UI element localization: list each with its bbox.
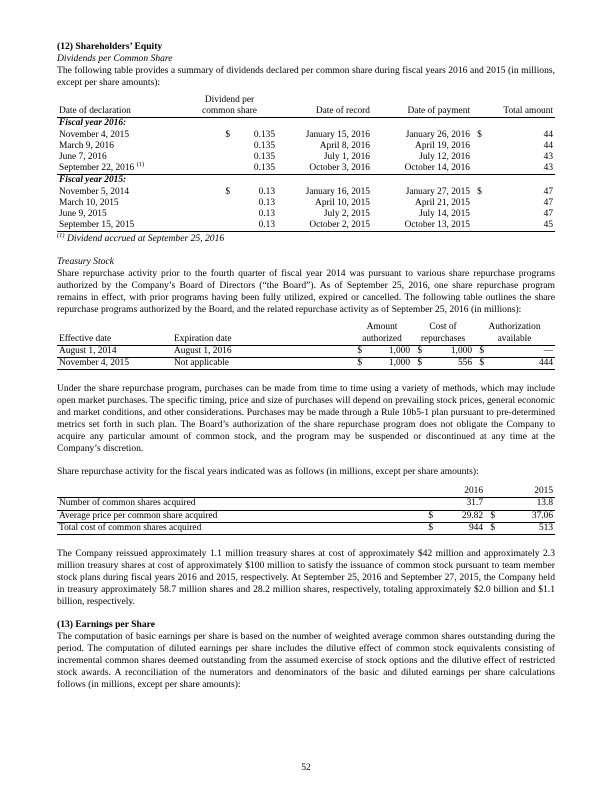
header-authorization-2: available [474, 334, 555, 346]
activity-label: Average price per common share acquired [57, 510, 423, 522]
payment-date: July 14, 2015 [419, 209, 470, 220]
record-date: July 1, 2016 [323, 152, 370, 163]
total-amount: 44 [543, 140, 553, 151]
table-row [57, 198, 555, 209]
treasury-intro: Share repurchase activity prior to the fourth quarter of fiscal year 2014 was pursuant to various share repurchase programs authorized by the Company’s Board of Directors (“the Board”). As of September 25, 2016, one share repurchase program remains in effect, with prior programs having been fully utilized, expired or cancelled. The following table outlines the share repurchase programs authorized by the Board, and the related repurchase activity as of September 25, 2016 (in millions): [57, 268, 555, 316]
table-row [57, 163, 555, 175]
currency-symbol: $ [412, 358, 424, 370]
currency-symbol: $ [225, 186, 230, 197]
currency-symbol [472, 152, 487, 163]
dividend-amount: 0.13 [258, 197, 275, 208]
currency-symbol [182, 152, 232, 163]
table-row [57, 187, 555, 198]
document-page [57, 41, 555, 691]
header-date-of-payment: Date of payment [372, 106, 472, 118]
payment-date: January 27, 2015 [405, 186, 470, 197]
declaration-date [57, 141, 182, 152]
record-date: January 16, 2015 [305, 186, 370, 197]
expiration-date: August 1, 2016 [172, 345, 352, 357]
currency-symbol [182, 209, 232, 220]
section-heading-equity: (12) Shareholders’ Equity [57, 41, 163, 52]
declaration-date [57, 209, 182, 220]
treasury-para-4: The Company reissued approximately 1.1 million treasury shares at cost of approximately $42 million and approximately 2.3 million treasury shares at cost of approximately $100 million to satisfy the issuance of common stock pursuant to team member stock plans during fiscal years 2016 and 2015, respectively. At September 25, 2016 and September 27, 2015, the Company held in treasury approximately 58.7 million shares and 28.2 million shares, respectively, totaling approximately $2.0 billion and $1.1 billion, respectively. [57, 548, 555, 608]
treasury-para-2: Under the share repurchase program, purchases can be made from time to time using a variety of methods, which may include open market purchases. The specific timing, price and size of purchases will depend on prevailing stock prices, general economic and market conditions, and other considerations. Purchases may be made through a Rule 10b5-1 plan pursuant to pre-determined metrics set forth in such plan. The Board’s authorization of the share repurchase program does not obligate the Company to acquire any particular amount of common stock, and the program may be suspended or discontinued at any time at the Company’s discretion. [57, 383, 555, 455]
dividend-amount: 0.135 [253, 163, 275, 174]
table-row [57, 220, 555, 232]
header-expiration-date: Expiration date [172, 334, 352, 346]
declaration-date-text: June 9, 2015 [59, 209, 107, 220]
total-amount: 47 [543, 209, 553, 220]
currency-symbol: $ [225, 129, 230, 140]
record-date: January 15, 2016 [305, 129, 370, 140]
value-2015: 37.06 [497, 510, 555, 522]
table-row [57, 209, 555, 220]
header-dividend-1: Dividend per [204, 95, 255, 105]
currency-symbol [472, 141, 487, 152]
declaration-date-text: June 7, 2016 [59, 152, 107, 163]
expiration-date: Not applicable [172, 358, 352, 370]
eps-paragraph: The computation of basic earnings per share is based on the number of weighted average common shares outstanding during the period. The computation of diluted earnings per share includes the dilutive effect of common stock equivalents consisting of incremental common shares deemed outstanding from the assumed exercise of stock options and the dilutive effect of restricted stock awards. A reconciliation of the numerators and denominators of the basic and diluted earnings per share calculations follows (in millions, except per share amounts): [57, 631, 555, 691]
header-dividend-2: common share [182, 106, 277, 118]
dividends-intro: The following table provides a summary of dividends declared per common share during fiscal years 2016 and 2015 (in millions, except per share amounts): [57, 65, 555, 88]
declaration-date-text: September 22, 2016 [59, 163, 135, 174]
payment-date: October 13, 2015 [372, 220, 472, 232]
repurchase-programs-table [57, 322, 555, 370]
declaration-date [57, 163, 182, 175]
header-date-of-record: Date of record [277, 106, 372, 118]
header-year-2016: 2016 [423, 486, 485, 498]
declaration-date-text: November 4, 2015 [59, 129, 130, 140]
record-date: October 2, 2015 [277, 220, 372, 232]
amount-authorized: 1,000 [364, 345, 412, 357]
dividend-amount: 0.13 [258, 186, 275, 197]
total-amount: 43 [543, 163, 553, 174]
total-amount: 47 [543, 197, 553, 208]
activity-label: Number of common shares acquired [57, 498, 423, 510]
table-row [57, 510, 555, 522]
declaration-date-text: September 15, 2015 [59, 220, 135, 231]
declaration-date [57, 220, 182, 232]
payment-date: April 21, 2015 [415, 197, 470, 208]
value-2016: 31.7 [435, 498, 485, 510]
value-2015: 513 [497, 522, 555, 534]
currency-symbol: $ [352, 358, 364, 370]
record-date: October 3, 2016 [309, 163, 370, 174]
fiscal-year-2015-label: Fiscal year 2015: [57, 175, 555, 187]
dividend-amount: 0.135 [253, 129, 275, 140]
record-date: April 8, 2016 [319, 140, 370, 151]
dividends-table [57, 95, 555, 232]
cost-of-repurchases: 1,000 [424, 345, 474, 357]
currency-symbol [182, 141, 232, 152]
currency-symbol: $ [423, 510, 435, 522]
currency-symbol: $ [474, 345, 486, 357]
repurchase-activity-table [57, 486, 555, 535]
currency-symbol [472, 220, 487, 232]
currency-symbol: $ [485, 510, 497, 522]
payment-date: July 12, 2016 [419, 152, 470, 163]
header-amount-1: Amount [366, 322, 398, 333]
value-2016: 944 [435, 522, 485, 534]
table-row [57, 498, 555, 510]
treasury-para-3: Share repurchase activity for the fiscal years indicated was as follows (in millions, except per share amounts): [57, 466, 479, 478]
declaration-date-text: November 5, 2014 [59, 186, 130, 197]
table-row [57, 141, 555, 152]
dividend-amount: 0.13 [232, 220, 277, 232]
currency-symbol [182, 220, 232, 232]
declaration-date [57, 198, 182, 209]
currency-symbol: $ [485, 522, 497, 534]
dividend-footnote: $^{(1)}$ Dividend accrued at September 25, 2016 [57, 232, 225, 245]
currency-symbol: $ [474, 358, 486, 370]
authorization-available: — [486, 345, 555, 357]
table-row [57, 130, 555, 141]
currency-symbol: $ [477, 186, 482, 197]
header-effective-date: Effective date [57, 334, 172, 346]
declaration-date [57, 152, 182, 163]
header-cost-1: Cost of [429, 322, 457, 333]
header-authorization-1: Authorization [488, 322, 541, 333]
section-heading-eps: (13) Earnings per Share [57, 619, 155, 631]
dividend-amount: 0.13 [258, 209, 275, 220]
header-amount-2: authorized [352, 334, 412, 346]
payment-date: October 14, 2016 [404, 163, 470, 174]
value-2016: 29.82 [435, 510, 485, 522]
currency-symbol [472, 209, 487, 220]
footnote-ref: (1) [136, 161, 145, 169]
header-date-of-declaration: Date of declaration [57, 106, 182, 118]
record-date: July 2, 2015 [323, 209, 370, 220]
total-amount: 44 [543, 129, 553, 140]
payment-date: January 26, 2016 [405, 129, 470, 140]
subheading-dividends: Dividends per Common Share [57, 53, 173, 64]
header-total-amount: Total amount [472, 106, 555, 118]
header-cost-2: repurchases [412, 334, 474, 346]
payment-date: April 19, 2016 [415, 140, 470, 151]
currency-symbol [472, 198, 487, 209]
authorization-available: 444 [486, 358, 555, 370]
table-row [57, 522, 555, 534]
declaration-date [57, 187, 182, 198]
declaration-date-text: March 10, 2015 [59, 197, 119, 208]
value-2015: 13.8 [497, 498, 555, 510]
currency-symbol [472, 163, 487, 175]
page-number: 52 [301, 762, 311, 773]
declaration-date-text: March 9, 2016 [59, 140, 114, 151]
currency-symbol [182, 198, 232, 209]
currency-symbol [423, 498, 435, 510]
total-amount: 43 [543, 152, 553, 163]
effective-date: November 4, 2015 [57, 358, 172, 370]
fiscal-year-2016-label: Fiscal year 2016: [59, 118, 127, 129]
declaration-date [57, 130, 182, 141]
currency-symbol [182, 163, 232, 175]
table-row [57, 152, 555, 163]
currency-symbol: $ [412, 345, 424, 357]
total-amount: 45 [487, 220, 555, 232]
currency-symbol [485, 498, 497, 510]
cost-of-repurchases: 556 [424, 358, 474, 370]
dividend-amount: 0.135 [253, 152, 275, 163]
currency-symbol: $ [477, 129, 482, 140]
dividend-amount: 0.135 [253, 140, 275, 151]
table-row [57, 358, 555, 370]
amount-authorized: 1,000 [364, 358, 412, 370]
currency-symbol: $ [423, 522, 435, 534]
effective-date: August 1, 2014 [57, 345, 172, 357]
record-date: April 10, 2015 [315, 197, 370, 208]
header-year-2015: 2015 [485, 486, 555, 498]
activity-label: Total cost of common shares acquired [57, 522, 423, 534]
currency-symbol: $ [352, 345, 364, 357]
table-row [57, 345, 555, 357]
total-amount: 47 [543, 186, 553, 197]
subheading-treasury-stock: Treasury Stock [57, 256, 114, 268]
